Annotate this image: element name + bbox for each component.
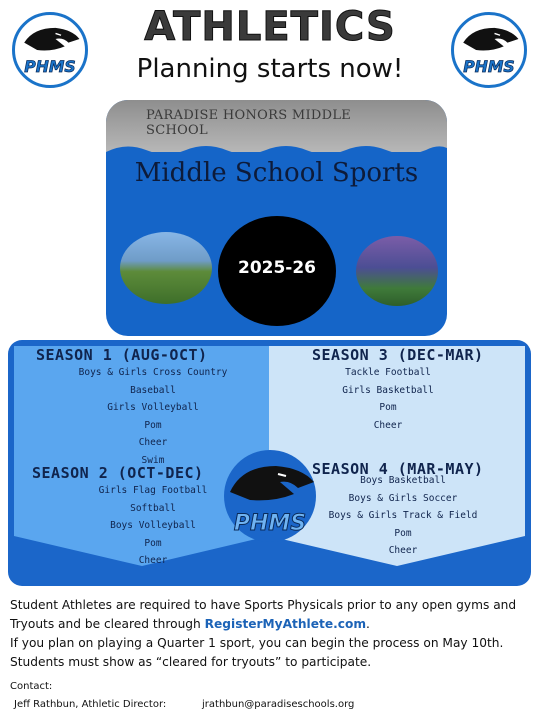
contact-name: Jeff Rathbun, Athletic Director: <box>14 699 167 710</box>
season-2-sport: Softball <box>130 502 176 514</box>
season-4-sport: Boys Basketball <box>360 475 446 486</box>
soccer-photo <box>120 232 212 304</box>
svg-text:PHMS: PHMS <box>463 57 515 77</box>
school-logo-right <box>451 12 527 88</box>
season-4-sport: Boys & Girls Soccer <box>348 492 458 504</box>
season-1-heading: SEASON 1 (AUG-OCT) <box>36 346 208 364</box>
season-3-sport: Pom <box>379 402 397 413</box>
season-1-sport: Boys & Girls Cross Country <box>78 367 228 378</box>
wave-divider <box>106 140 447 160</box>
center-logo-text: PHMS <box>233 511 307 536</box>
contact-label: Contact: <box>10 681 53 692</box>
season-2-sport: Girls Flag Football <box>98 485 208 496</box>
hero-heading: Middle School Sports <box>134 158 419 188</box>
team-photo <box>356 236 438 306</box>
season-2-sport: Pom <box>144 537 162 549</box>
center-logo <box>222 448 318 544</box>
season-1-sport: Pom <box>144 419 162 431</box>
season-4-sport: Pom <box>394 527 412 539</box>
season-4-heading: SEASON 4 (MAR-MAY) <box>312 460 484 478</box>
season-1-sport: Cheer <box>138 437 168 448</box>
school-year: 2025-26 <box>237 258 317 278</box>
season-3-sport: Cheer <box>373 419 403 431</box>
season-3-sport: Tackle Football <box>345 367 431 378</box>
contact-email[interactable]: jrathbun@paradiseschools.org <box>202 699 355 710</box>
season-2-sport: Cheer <box>138 555 168 566</box>
page-title: ATHLETICS <box>144 4 396 50</box>
season-4-sport: Cheer <box>388 545 418 556</box>
school-name: PARADISE HONORS MIDDLE SCHOOL <box>146 108 352 138</box>
info-line-3: If you plan on playing a Quarter 1 sport, you can begin the process on May 10th. <box>10 636 504 650</box>
register-link[interactable]: RegisterMyAthlete.com <box>204 617 367 631</box>
season-1-sport: Swim <box>141 454 165 466</box>
info-line-4: Students must show as “cleared for tryouts” to participate. <box>10 655 372 669</box>
info-line-2 <box>10 615 530 634</box>
physicals-notice <box>10 596 530 672</box>
school-logo-left <box>12 12 88 88</box>
hero-banner <box>106 100 447 336</box>
season-1-sport: Girls Volleyball <box>107 402 199 413</box>
season-4-sport: Boys & Girls Track & Field <box>328 510 478 521</box>
season-2-heading: SEASON 2 (OCT-DEC) <box>32 464 204 482</box>
info-line-2-prefix: Tryouts and be cleared through <box>10 617 205 631</box>
season-3-list <box>288 364 488 434</box>
info-line-2-suffix: . <box>366 617 370 631</box>
season-3-sport: Girls Basketball <box>342 384 434 396</box>
page-subtitle: Planning starts now! <box>136 54 404 84</box>
season-2-sport: Boys Volleyball <box>110 520 196 531</box>
season-1-sport: Baseball <box>130 384 176 396</box>
logo-text: PHMS <box>24 57 76 77</box>
info-line-1: Student Athletes are required to have Sports Physicals prior to any open gyms and <box>10 598 517 612</box>
season-4-list <box>308 472 498 560</box>
season-3-heading: SEASON 3 (DEC-MAR) <box>312 346 484 364</box>
